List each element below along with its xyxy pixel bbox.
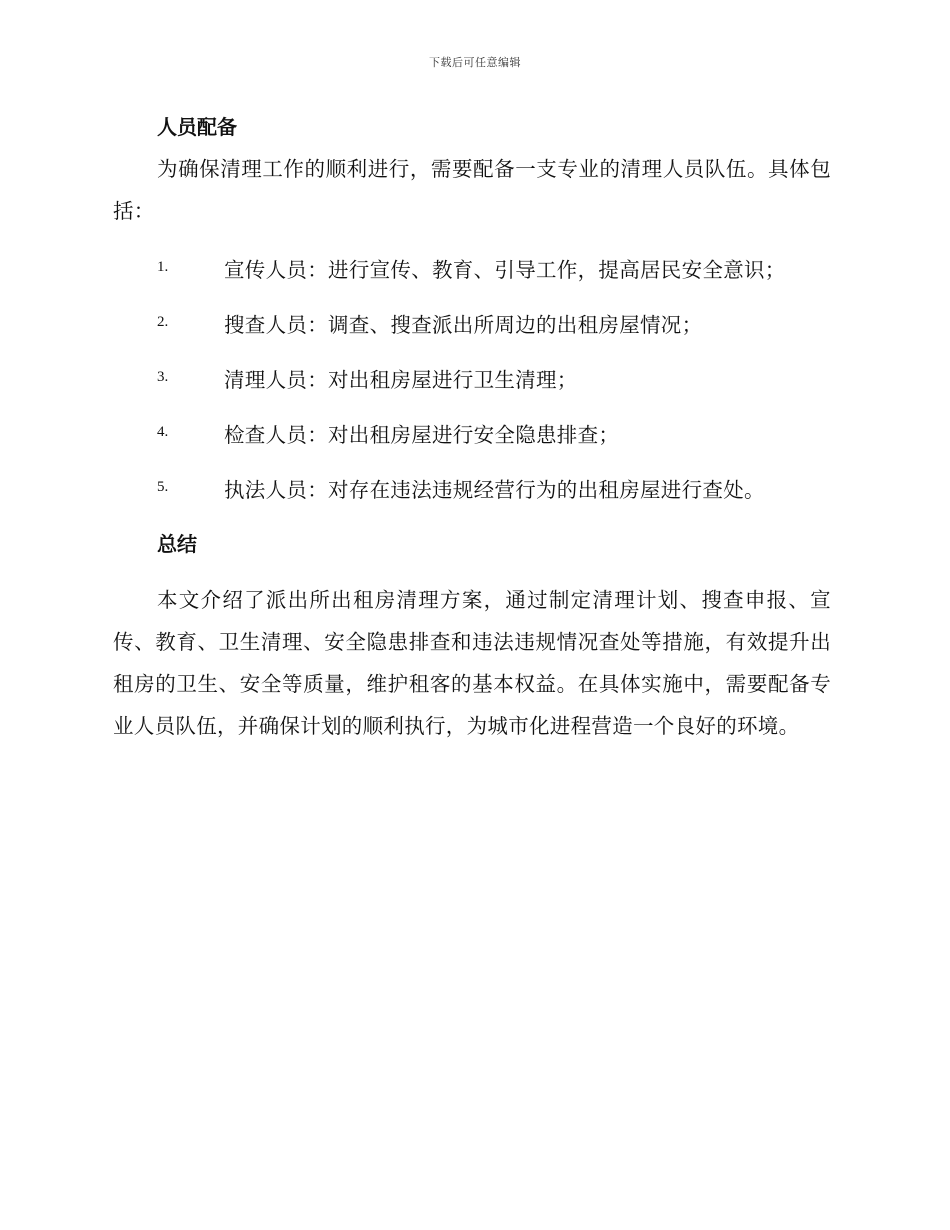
summary-paragraph: 本文介绍了派出所出租房清理方案，通过制定清理计划、搜查申报、宣传、教育、卫生清理、安全隐患排查和违法违规情况查处等措施，有效提升出租房的卫生、安全等质量，维护租客的基本权益。在具体实施中，需要配备专业人员队伍，并确保计划的顺利执行，为城市化进程营造一个良好的环境。 [113, 588, 831, 738]
list-item-number: 4. [157, 424, 169, 440]
list-item-number: 2. [157, 314, 169, 330]
list-item-text: 宣传人员：进行宣传、教育、引导工作，提高居民安全意识； [224, 257, 786, 282]
staff-role-list [113, 240, 831, 515]
list-item [113, 405, 831, 460]
list-item [113, 350, 831, 405]
section-heading-summary: 总结 [157, 532, 197, 556]
page-header-note: 下载后可任意编辑 [429, 56, 521, 69]
section-heading-staffing: 人员配备 [157, 115, 237, 139]
list-item-text: 清理人员：对出租房屋进行卫生清理； [224, 367, 578, 392]
staffing-intro-paragraph: 为确保清理工作的顺利进行，需要配备一支专业的清理人员队伍。具体包括： [113, 157, 831, 223]
list-item-text: 执法人员：对存在违法违规经营行为的出租房屋进行查处。 [224, 477, 765, 502]
list-item [113, 240, 831, 295]
list-item-number: 1. [157, 259, 169, 275]
list-item-number: 3. [157, 369, 169, 385]
document-body [113, 112, 831, 747]
list-item [113, 295, 831, 350]
list-item-text: 检查人员：对出租房屋进行安全隐患排查； [224, 422, 620, 447]
list-item-number: 5. [157, 479, 169, 495]
list-item [113, 460, 831, 515]
list-item-text: 搜查人员：调查、搜查派出所周边的出租房屋情况； [224, 312, 703, 337]
